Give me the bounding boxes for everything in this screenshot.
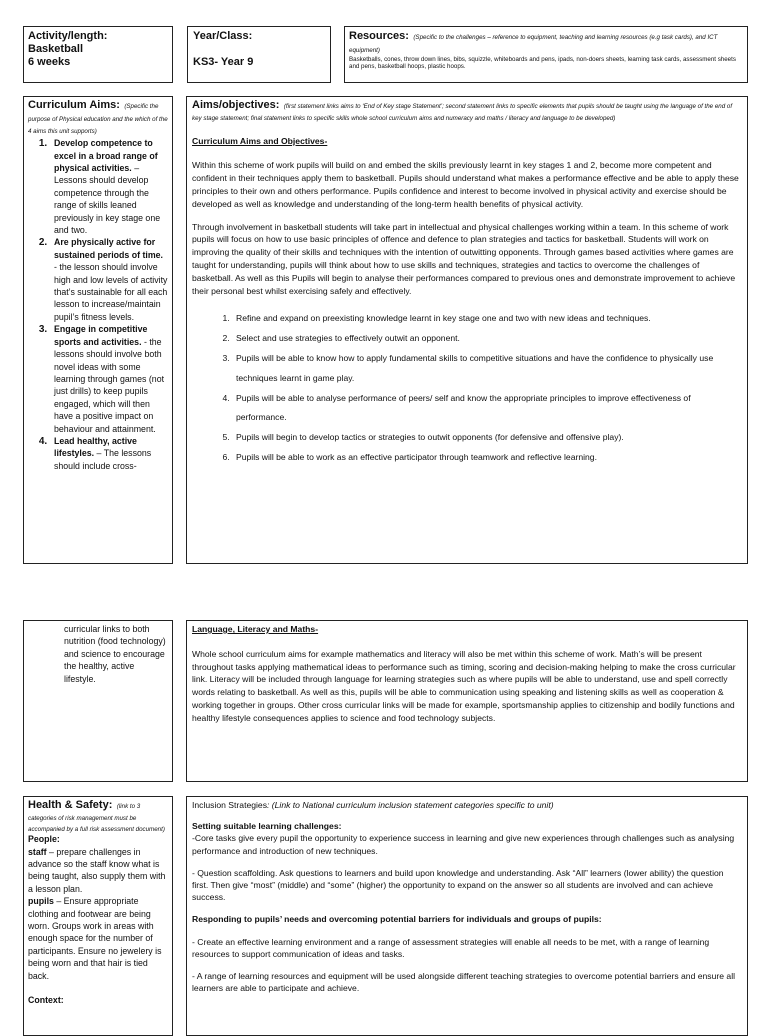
activity-length: 6 weeks — [28, 56, 71, 68]
inclusion-note: : (Link to National curriculum inclusion statement categories specific to unit) — [267, 800, 554, 810]
aims-objectives-subheading: Curriculum Aims and Objectives- — [192, 135, 328, 146]
resources-note: (Specific to the challenges – reference to equipment, teaching and learning resources (e.g task cards), and ICT equipment) — [349, 34, 718, 54]
activity-heading: Activity/length: — [28, 30, 108, 42]
pupils-label: pupils — [28, 896, 54, 907]
activity-box — [23, 26, 173, 83]
curriculum-aims-note: (Specific the purpose of Physical education and the which of the 4 aims this unit supports) — [28, 103, 168, 135]
list-item: 2. Select and use strategies to effectively outwit an opponent. — [232, 329, 742, 349]
activity-name: Basketball — [28, 43, 84, 55]
inclusion-subheading-1: Setting suitable learning challenges: — [192, 821, 342, 832]
year-class-value: KS3- Year 9 — [193, 56, 254, 68]
list-item: 6. Pupils will be able to work as an effective participator through teamwork and reflective learning. — [232, 448, 742, 468]
aims-paragraph-1: Within this scheme of work pupils will build on and embed the skills previously learnt in key stages 1 and 2, become more competent and confident in their techniques apply them to basketball. Pupils should understand what makes a performance effective and be able to apply these principles to their own and others performance. Pupils confidence and interest to become involved in physical activity and exercise should be developed as well as knowledge and understanding of the long-term health benefits of physical activity. — [192, 160, 739, 209]
pupils-text: – Ensure appropriate clothing and footwear are being worn. Groups work in areas with enough space for the number of participants. Ensure no jewelery is being worn and that hair is tied back. — [28, 896, 162, 981]
curriculum-aims-continuation: curricular links to both nutrition (food technology) and science to encourage the healthy, active lifestyle. — [64, 624, 166, 684]
list-item: 1. Develop competence to excel in a broad range of physical activities. – Lessons should develop competence through the range of skills leaned previously in key stage one and two. — [50, 137, 168, 236]
year-class-box — [187, 26, 331, 83]
inclusion-heading: Inclusion Strategies — [192, 800, 267, 810]
objectives-list — [192, 309, 742, 467]
language-heading: Language, Literacy and Maths- — [192, 624, 319, 634]
year-class-heading: Year/Class: — [193, 30, 253, 42]
inclusion-paragraph-4: - A range of learning resources and equipment will be used alongside different teaching strategies to overcome potential barriers and ensure all learners are able to participate and achieve. — [192, 971, 736, 994]
curriculum-aims-heading: Curriculum Aims: — [28, 99, 120, 111]
language-box — [186, 620, 748, 782]
language-text: Whole school curriculum aims for example mathematics and literacy will also be met within this scheme of work. Math’s will be present throughout tasks applying mathematical ideas to performance such as timing, scoring and decision-making helping to make the cross curricular link. Literacy will be included through language for learning strategies such as where pupils will be able to understand, use and spell correctly words relating to basketball. As well as this, pupils will be able to communication using speaking and listening skills as well as cooperation & working together in groups. Other cross curricular links will be made for example, sportsmanship applies to citizenship and bodily functions and healthy lifestyle consequences applies to science and food technology subjects. — [192, 648, 736, 723]
staff-text: – prepare challenges in advance so the staff know what is being taught, also supply them with a lesson plan. — [28, 846, 166, 894]
aims-objectives-box — [186, 96, 748, 564]
context-label: Context: — [28, 995, 64, 1006]
health-safety-note: (link to 3 categories of risk management must be accompanied by a full risk assessment document) — [28, 803, 165, 833]
curriculum-aims-box — [23, 96, 173, 564]
list-item: 5. Pupils will begin to develop tactics or strategies to outwit opponents (for defensive and offensive play). — [232, 428, 742, 448]
aims-paragraph-2: Through involvement in basketball students will take part in intellectual and physical challenges working within a team. In this scheme of work pupils will focus on how to use basic principles of offence and defence to plan strategies and tactics for basketball. Students will work on improving the quality of their skills and techniques with the intention of outwitting opponents. Through games based activities where games are taught for understanding, pupils will think about how to use skills and techniques, strategies and tactics to overcome the challenges of basketball. As well as this Pupils will begin to analyse their performances compared to previous ones and demonstrate improvement to achieve their personal best whilst exercising safely and effectively. — [192, 221, 736, 296]
curriculum-aims-list — [28, 137, 168, 472]
health-safety-heading: Health & Safety: — [28, 799, 113, 811]
staff-label: staff — [28, 846, 47, 857]
list-item: 1. Refine and expand on preexisting knowledge learnt in key stage one and two with new ideas and techniques. — [232, 309, 742, 329]
inclusion-box — [186, 796, 748, 1036]
list-item: 3. Pupils will be able to know how to apply fundamental skills to competitive situations and have the confidence to physically use techniques learnt in game play. — [232, 349, 742, 389]
inclusion-paragraph-3: - Create an effective learning environment and a range of assessment strategies will enable all needs to be met, with a range of learning resources to support communication of ideas and tasks. — [192, 936, 710, 959]
inclusion-subheading-2: Responding to pupils’ needs and overcoming potential barriers for individuals and groups of pupils: — [192, 914, 602, 925]
list-item: 4. Lead healthy, active lifestyles. – The lessons should include cross- — [50, 435, 168, 472]
list-item: 4. Pupils will be able to analyse performance of peers/ self and know the appropriate principles to improve effectiveness of performance. — [232, 389, 742, 429]
resources-items: Basketballs, cones, throw down lines, bibs, squizzle, whiteboards and pens, ipads, non-doers sheets, learning task cards, assessment sheets and pens, basketball hoops, plastic hoops. — [349, 55, 736, 71]
inclusion-paragraph-1: -Core tasks give every pupil the opportunity to experience success in learning and give new experiences through challenges such as analysing performance and introduction of new techniques. — [192, 833, 735, 856]
curriculum-aims-continued-box — [23, 620, 173, 782]
resources-box — [344, 26, 748, 83]
people-label: People: — [28, 834, 60, 845]
health-safety-box — [23, 796, 173, 1036]
inclusion-paragraph-2: - Question scaffolding. Ask questions to learners and build upon knowledge and understanding. Ask “All” learners (lower ability) the question first. Then give “most” (middle) and “some” (higher) the opportunity to expand on the answer so all students are involved and can achieve success. — [192, 867, 724, 903]
resources-heading: Resources: — [349, 30, 409, 42]
aims-objectives-note: (first statement links aims to ‘End of Key stage Statement’; second statement links to specific elements that pupils should be taught using the language of the end of key stage statement; final statement links to specific skills whole school curriculum aims and numeracy and maths / literacy and language to be developed) — [192, 103, 733, 122]
list-item: 3. Engage in competitive sports and activities. - the lessons should involve both novel ideas with some learning through games (not just drills) to keep pupils engaged, which will then have a positive impact on behaviour and attainment. — [50, 323, 168, 435]
aims-objectives-heading: Aims/objectives: — [192, 99, 280, 111]
list-item: 2. Are physically active for sustained periods of time. - the lesson should involve high and low levels of activity that’s sustainable for all each lesson to increase/maintain pupil’s fitness levels. — [50, 236, 168, 323]
